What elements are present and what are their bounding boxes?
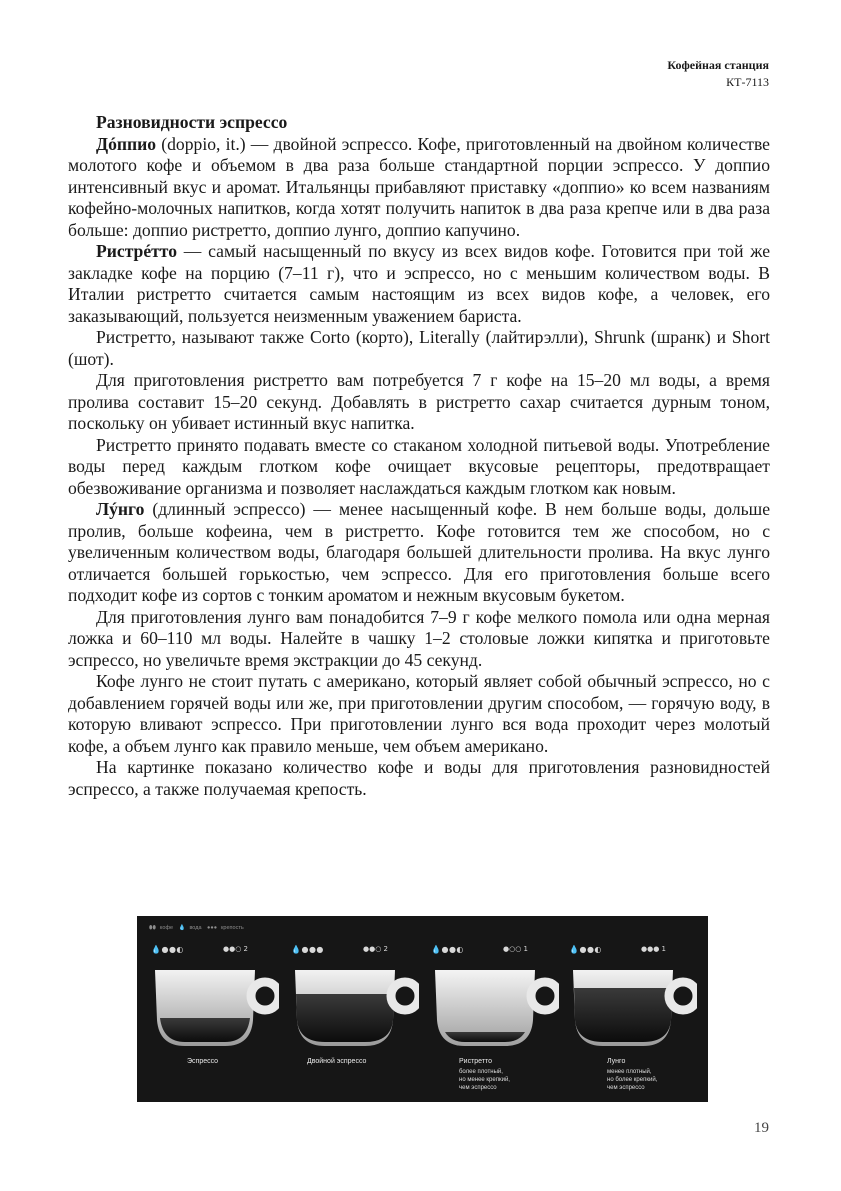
ingredient-icons: 💧●●◐	[151, 945, 184, 954]
legend-water: вода	[189, 925, 202, 931]
cup-icon	[427, 960, 559, 1056]
term: Дóппио	[96, 133, 157, 154]
cup-espresso	[147, 942, 279, 1100]
paragraph	[68, 241, 770, 327]
paragraph	[68, 671, 770, 757]
ingredient-icons: 💧●●◐	[569, 945, 602, 954]
paragraph-text: На картинке показано количество кофе и воды для приготовления разновидностей эспрессо, а также получаемая крепость.	[68, 757, 770, 799]
ingredient-icons: 💧●●◐	[431, 945, 464, 954]
cup-name: Лунго	[607, 1058, 626, 1065]
strength-indicator: ●●○ 2	[363, 945, 389, 953]
paragraph-text: Для приготовления ристретто вам потребуется 7 г кофе на 15–20 мл воды, а время пролива составит 15–20 секунд. Добавлять в ристретто сахар считается дурным тоном, поскольку он убивает истинный вкус напитка.	[68, 370, 770, 433]
paragraph	[68, 607, 770, 672]
water-legend-icon: 💧	[178, 925, 186, 931]
cup-ristretto	[427, 942, 559, 1100]
paragraph	[68, 370, 770, 435]
paragraph-text: Ристретто, называют также Corto (корто), Literally (лайтирэлли), Shrunk (шранк) и Short (шот).	[68, 327, 770, 369]
section-title: Разновидности эспрессо	[96, 112, 288, 132]
paragraph-text: (длинный эспрессо) — менее насыщенный кофе. В нем больше воды, дольше пролив, больше кофеина, чем в ристретто. Кофе готовится тем же способом, но с увеличенным количеством воды, благодаря большей длительности пролива. На вкус лунго отличается большей горькостью, чем эспрессо. Для его приготовления больше всего подходит кофе из сортов с тонким ароматом и нежным вкусовым букетом.	[68, 499, 770, 605]
paragraph-text: (doppio, it.) — двойной эспрессо. Кофе, приготовленный на двойном количестве молотого кофе и объемом в два раза больше стандартной порции эспрессо. У доппио интенсивный вкус и аромат. Итальянцы прибавляют приставку «доппио» ко всем названиям кофейно-молочных напитков, когда хотят получить напиток в два раза крепче или в два раза больше: доппио ристретто, доппио лунго, доппио капучино.	[68, 133, 770, 240]
legend-strength: крепость	[221, 925, 244, 931]
cup-double-espresso	[287, 942, 419, 1100]
main-text	[68, 112, 770, 800]
paragraph	[68, 134, 770, 242]
figure-legend	[149, 925, 248, 932]
paragraph	[68, 757, 770, 800]
term: Ристрéтто	[96, 241, 177, 261]
cup-icon	[565, 960, 697, 1056]
cup-description: более плотный, но менее крепкий, чем эспрессо	[459, 1069, 510, 1091]
strength-legend-icon: ●●●	[207, 925, 218, 931]
paragraph-text: Кофе лунго не стоит путать с американо, который являет собой обычный эспрессо, но с добавлением горячей воды или же, при приготовлении другим способом, — горячую воду, в которую вливают эспрессо. При приготовлении лунго вся вода проходит через молотый кофе, а объем лунго как правило меньше, чем объем американо.	[68, 671, 770, 756]
paragraph	[68, 435, 770, 500]
cup-name: Эспрессо	[187, 1058, 219, 1065]
strength-indicator: ●●● 1	[641, 945, 667, 953]
strength-indicator: ●●○ 2	[223, 945, 249, 953]
page-number: 19	[754, 1120, 769, 1136]
cup-icon	[147, 960, 279, 1056]
paragraph	[68, 327, 770, 370]
paragraph-text: Ристретто принято подавать вместе со стаканом холодной питьевой воды. Употребление воды перед каждым глотком кофе очищает вкусовые рецепторы, предотвращает обезвоживание организма и позволяет наслаждаться каждым глотком как новым.	[68, 434, 770, 498]
legend-coffee: кофе	[159, 925, 174, 931]
page-header	[667, 57, 769, 91]
cup-description: менее плотный, но более крепкий, чем эспрессо	[607, 1069, 658, 1091]
cup-lungo	[565, 942, 697, 1100]
coffee-legend-icon: ⬮⬮	[149, 925, 156, 931]
paragraph-text: — самый насыщенный по вкусу из всех видов кофе. Готовится при той же закладке кофе на порцию (7–11 г), что и эспрессо, но с меньшим количеством воды. В Италии ристретто считается самым настоящим из всех видов кофе, а человек, его заказывающий, пользуется неизменным уважением бариста.	[68, 241, 770, 326]
header-title: Кофейная станция	[667, 58, 769, 72]
cup-name: Ристретто	[459, 1058, 493, 1065]
header-model: КТ-7113	[726, 75, 769, 89]
strength-indicator: ●○○ 1	[503, 945, 529, 953]
cup-name: Двойной эспрессо	[307, 1058, 367, 1065]
ingredient-icons: 💧●●●	[291, 945, 324, 954]
espresso-figure	[137, 916, 708, 1102]
term: Лýнго	[96, 499, 145, 519]
cup-icon	[287, 960, 419, 1056]
paragraph-text: Для приготовления лунго вам понадобится 7–9 г кофе мелкого помола или одна мерная ложка и 60–110 мл воды. Налейте в чашку 1–2 столовые ложки кипятка и приготовьте эспрессо, но увеличьте время экстракции до 45 секунд.	[68, 606, 770, 670]
paragraph	[68, 499, 770, 607]
